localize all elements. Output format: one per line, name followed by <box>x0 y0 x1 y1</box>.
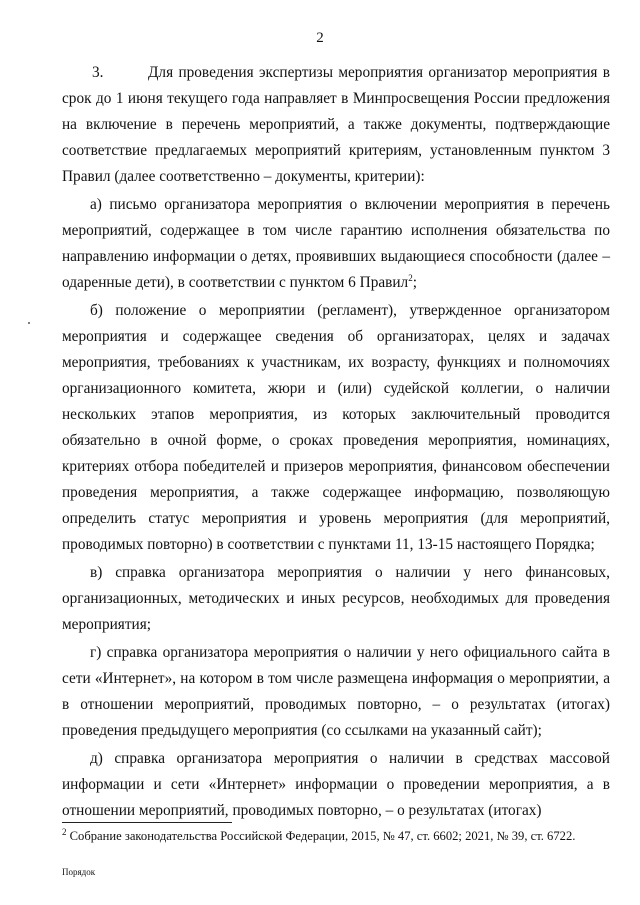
footnote-reference: 2 <box>408 272 413 283</box>
scan-speck <box>28 322 30 324</box>
page-number: 2 <box>316 30 324 46</box>
footer-label: Порядок <box>62 867 96 877</box>
paragraph-3 <box>62 60 610 190</box>
paragraph-number: 3. <box>92 64 104 81</box>
paragraph-a <box>62 192 610 296</box>
footnote <box>62 828 622 844</box>
paragraph-text: б) положение о мероприятии (регламент), утвержденное организатором мероприятия и содержащее сведения об организаторах, целях и задачах мероприятия, требованиях к участникам, их возрасту, функциях и полномочиях организационного комитета, жюри и (или) судейской коллегии, о наличии нескольких этапов мероприятия, из которых заключительный проводится обязательно в очной форме, о сроках проведения мероприятия, номинациях, критериях отбора победителей и призеров мероприятия, финансовом обеспечении проведения мероприятия, а также содержащее информацию, позволяющую определить статус мероприятия и уровень мероприятия (для мероприятий, проводимых повторно) в соответствии с пунктами 11, 13-15 настоящего Порядка; <box>62 302 610 553</box>
paragraph-text: в) справка организатора мероприятия о наличии у него финансовых, организационных, методических и иных ресурсов, необходимых для проведения мероприятия; <box>62 564 610 633</box>
paragraph-v <box>62 560 610 638</box>
footnote-marker: 2 <box>62 826 67 837</box>
body-text <box>62 60 610 826</box>
paragraph-d <box>62 746 610 824</box>
paragraph-text: а) письмо организатора мероприятия о включении мероприятия в перечень мероприятий, содержащее в том числе гарантию исполнения обязательства по направлению информации о детях, проявивших выдающиеся способности (далее – одаренные дети), в соответствии с пунктом 6 Правил <box>62 196 610 291</box>
paragraph-g <box>62 640 610 744</box>
footnote-divider <box>62 822 232 823</box>
paragraph-text: Для проведения экспертизы мероприятия организатор мероприятия в срок до 1 июня текущего года направляет в Минпросвещения России предложения на включение в перечень мероприятий, а также документы, подтверждающие соответствие предлагаемых мероприятий критериям, установленным пунктом 3 Правил (далее соответственно – документы, критерии): <box>62 64 610 185</box>
paragraph-b <box>62 298 610 558</box>
paragraph-text: д) справка организатора мероприятия о наличии в средствах массовой информации и сети «Интернет» информации о проведении мероприятия, а в отношении мероприятий, проводимых повторно, – о результатах (итогах) <box>62 750 610 819</box>
paragraph-tail: ; <box>412 274 417 291</box>
footnote-text: Собрание законодательства Российской Федерации, 2015, № 47, ст. 6602; 2021, № 39, ст. 6722. <box>66 829 576 843</box>
paragraph-text: г) справка организатора мероприятия о наличии у него официального сайта в сети «Интернет», на котором в том числе размещена информация о мероприятии, а в отношении мероприятий, проводимых повторно, – о результатах (итогах) проведения предыдущего мероприятия (со ссылками на указанный сайт); <box>62 644 610 739</box>
